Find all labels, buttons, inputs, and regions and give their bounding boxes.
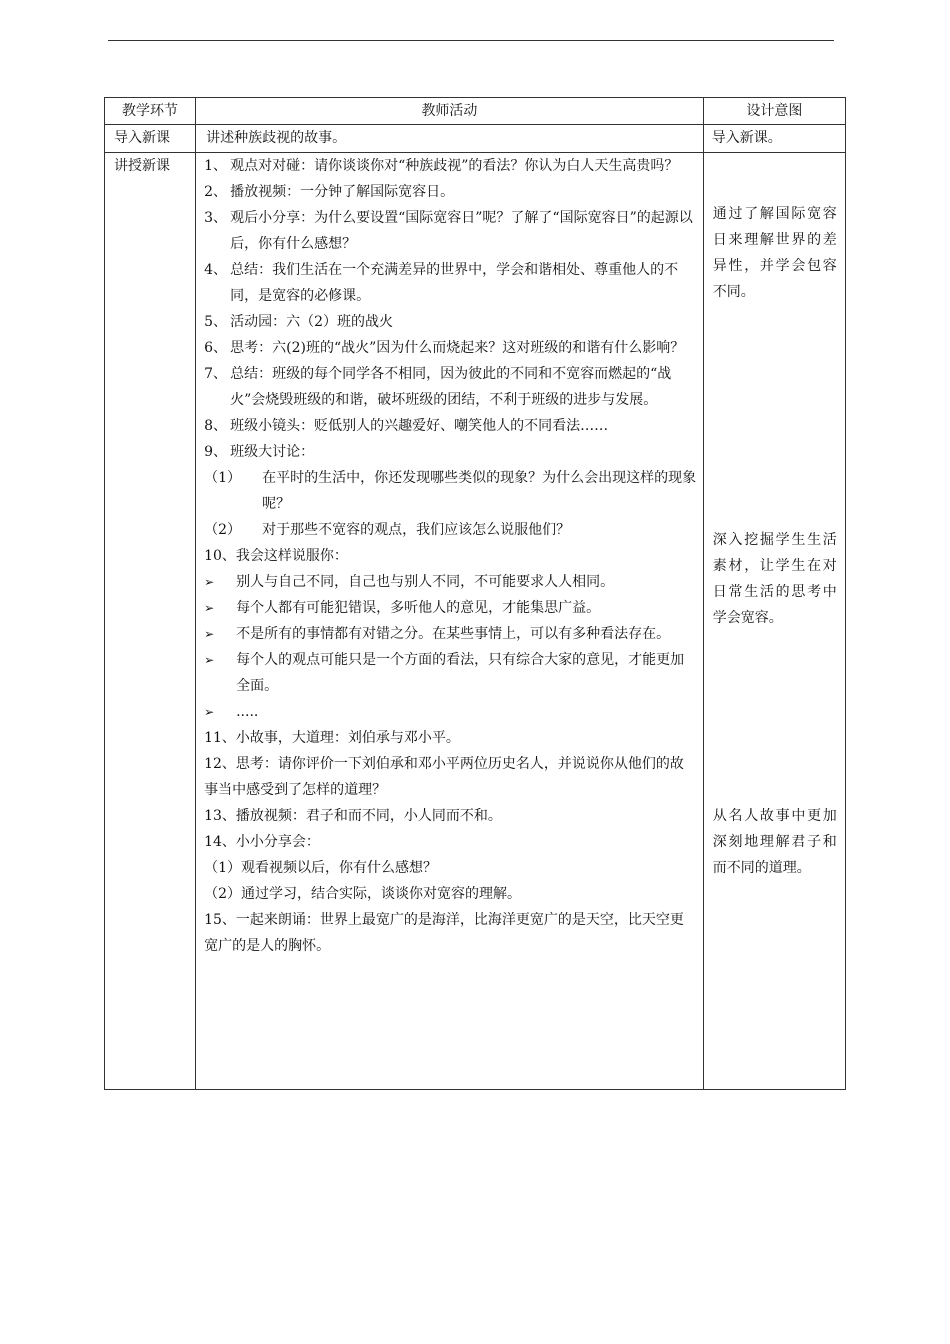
arrow-bullet-icon: ➢ <box>204 627 215 641</box>
step-item: 3、 观后小分享：为什么要设置“国际宽容日”呢？了解了“国际宽容日”的起源以后，你有什么感想？ <box>204 210 693 252</box>
step-item: 2、 播放视频：一分钟了解国际宽容日。 <box>204 184 455 200</box>
intent-note: 深入挖掘学生生活素材，让学生在对日常生活的思考中学会宽容。 <box>712 532 837 626</box>
main-intent-cell <box>703 153 845 1090</box>
step-item: 11、小故事，大道理：刘伯承与邓小平。 <box>204 730 460 746</box>
header-stage: 教学环节 <box>105 98 196 125</box>
table-header-row <box>105 98 846 125</box>
step-item: （1）观看视频以后，你有什么感想？ <box>204 860 438 876</box>
intent-note: 通过了解国际宽容日来理解世界的差异性，并学会包容不同。 <box>712 206 837 300</box>
step-item: 15、一起来朗诵：世界上最宽广的是海洋，比海洋更宽广的是天空，比天空更宽广的是人的胸怀。 <box>204 912 684 954</box>
arrow-bullet-icon: ➢ <box>204 705 215 719</box>
bullet-item: ➢ 每个人都有可能犯错误，多听他人的意见，才能集思广益。 <box>204 595 697 621</box>
bullet-item: ➢ 每个人的观点可能只是一个方面的看法，只有综合大家的意见，才能更加全面。 <box>204 647 697 699</box>
lesson-plan-table <box>104 97 846 1090</box>
discussion-item: （2） 对于那些不宽容的观点，我们应该怎么说服他们？ <box>204 522 571 538</box>
step-item: 4、 总结：我们生活在一个充满差异的世界中，学会和谐相处、尊重他人的不同，是宽容的必修课。 <box>204 262 679 304</box>
arrow-bullet-icon: ➢ <box>204 575 215 589</box>
step-item: 5、 活动园：六（2）班的战火 <box>204 314 394 330</box>
bullet-item: ➢ ..... <box>204 699 697 725</box>
arrow-bullet-icon: ➢ <box>204 653 215 667</box>
main-activity-cell <box>196 153 704 1090</box>
intent-note: 从名人故事中更加深刻地理解君子和而不同的道理。 <box>712 808 837 876</box>
step-item: 14、小小分享会： <box>204 834 320 850</box>
header-intent: 设计意图 <box>703 98 845 125</box>
table-row-intro <box>105 125 846 153</box>
step-item: 10、我会这样说服你： <box>204 548 348 564</box>
intro-activity: 讲述种族歧视的故事。 <box>196 125 704 153</box>
bullet-item: ➢ 别人与自己不同，自己也与别人不同，不可能要求人人相同。 <box>204 569 697 595</box>
discussion-item: （1） 在平时的生活中，你还发现哪些类似的现象？为什么会出现这样的现象呢？ <box>204 470 697 512</box>
main-stage: 讲授新课 <box>105 153 196 1090</box>
intro-intent: 导入新课。 <box>703 125 845 153</box>
step-item: 12、思考：请你评价一下刘伯承和邓小平两位历史名人，并说说你从他们的故事当中感受到了怎样的道理？ <box>204 756 684 798</box>
step-item: （2）通过学习，结合实际，谈谈你对宽容的理解。 <box>204 886 522 902</box>
step-item: 6、 思考：六(2)班的“战火”因为什么而烧起来？这对班级的和谐有什么影响？ <box>204 340 685 356</box>
header-rule <box>108 40 834 41</box>
intro-stage: 导入新课 <box>105 125 196 153</box>
bullet-item: ➢ 不是所有的事情都有对错之分。在某些事情上，可以有多种看法存在。 <box>204 621 697 647</box>
step-item: 9、 班级大讨论： <box>204 444 315 460</box>
step-item: 1、 观点对对碰：请你谈谈你对“种族歧视”的看法？你认为白人天生高贵吗？ <box>204 158 679 174</box>
table-row-main <box>105 153 846 1090</box>
arrow-bullet-icon: ➢ <box>204 601 215 615</box>
header-activity: 教师活动 <box>196 98 704 125</box>
step-item: 13、播放视频：君子和而不同，小人同而不和。 <box>204 808 502 824</box>
step-item: 7、 总结：班级的每个同学各不相同，因为彼此的不同和不宽容而燃起的“战火”会烧毁班级的和谐，破坏班级的团结，不利于班级的进步与发展。 <box>204 366 672 408</box>
step-item: 8、 班级小镜头：贬低别人的兴趣爱好、嘲笑他人的不同看法…… <box>204 418 609 434</box>
